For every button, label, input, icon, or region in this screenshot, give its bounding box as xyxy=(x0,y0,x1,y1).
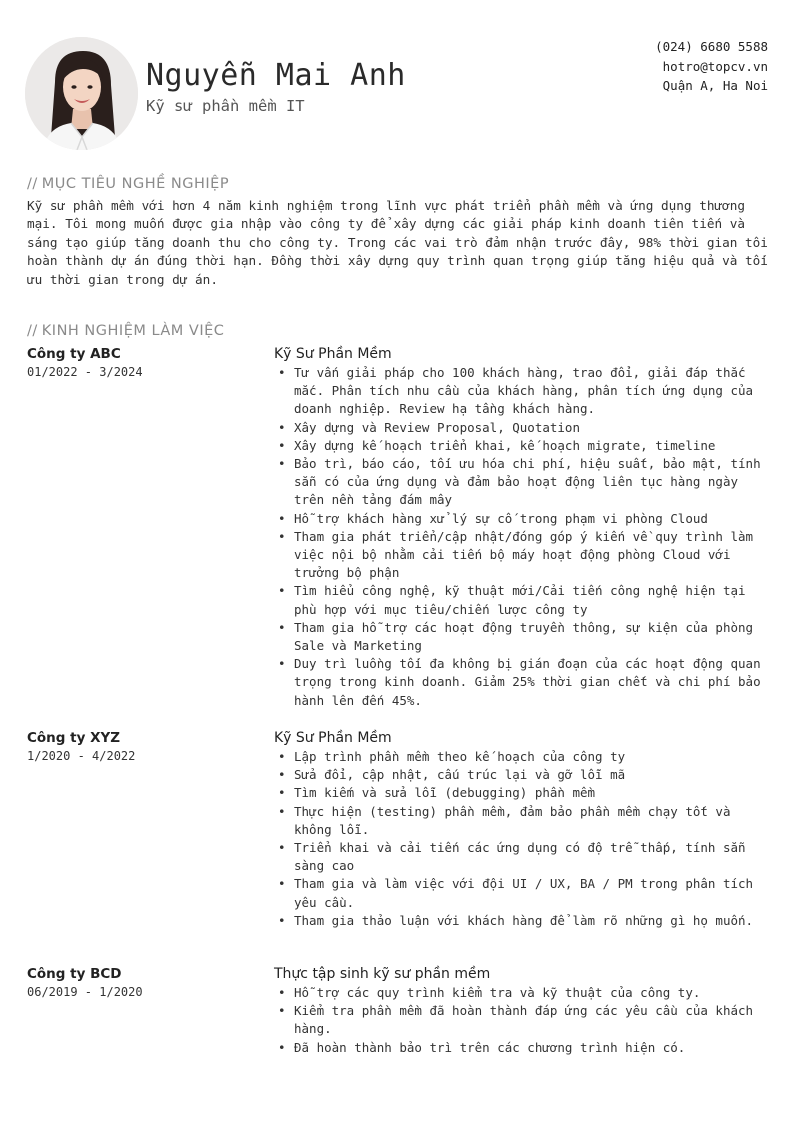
experience-heading xyxy=(27,323,224,339)
list-item: • Tư vấn giải pháp cho 100 khách hàng, trao đổi, giải đáp thắc mắc. Phân tích nhu cầu của khách hàng, phân tích ứng dụng của doanh nghiệp. Review hạ tầng khách hàng. xyxy=(274,364,769,419)
objective-heading xyxy=(27,176,229,192)
list-item: • Tham gia và làm việc với đội UI / UX, BA / PM trong phân tích yêu cầu. xyxy=(274,875,769,911)
list-item: • Tham gia phát triển/cập nhật/đóng góp ý kiến về quy trình làm việc nội bộ nhằm cải tiến bộ máy hoạt động phòng Cloud với trưởng bộ phận xyxy=(274,528,769,583)
contact-info xyxy=(655,37,768,96)
list-item: • Đã hoàn thành bảo trì trên các chương trình hiện có. xyxy=(274,1039,769,1057)
job-position: Thực tập sinh kỹ sư phần mềm xyxy=(274,966,491,982)
list-item: • Xây dựng kế hoạch triển khai, kế hoạch migrate, timeline xyxy=(274,437,769,455)
phone-number: (024) 6680 5588 xyxy=(655,39,768,54)
list-item: • Lập trình phần mềm theo kế hoạch của công ty xyxy=(274,748,769,766)
list-item: • Hỗ trợ các quy trình kiểm tra và kỹ thuật của công ty. xyxy=(274,984,769,1002)
company-name: Công ty ABC xyxy=(27,346,121,362)
list-item: • Tìm kiếm và sửa lỗi (debugging) phần mềm xyxy=(274,784,769,802)
candidate-role: Kỹ sư phần mềm IT xyxy=(146,97,305,115)
heading-slash: // xyxy=(27,323,38,339)
company-name: Công ty BCD xyxy=(27,966,122,982)
job-dates: 1/2020 - 4/2022 xyxy=(27,749,136,763)
experience-title: KINH NGHIỆM LÀM VIỆC xyxy=(41,323,225,339)
job-position: Kỹ Sư Phần Mềm xyxy=(274,730,392,746)
job-responsibilities xyxy=(274,984,769,1057)
list-item: • Bảo trì, báo cáo, tối ưu hóa chi phí, hiệu suất, bảo mật, tính sẵn có của ứng dụng và đảm bảo hoạt động liên tục hàng ngày trên nền tảng đám mây xyxy=(274,455,769,510)
job-dates: 01/2022 - 3/2024 xyxy=(27,365,143,379)
list-item: • Hỗ trợ khách hàng xử lý sự cố trong phạm vi phòng Cloud xyxy=(274,510,769,528)
heading-slash: // xyxy=(27,176,38,192)
objective-text: Kỹ sư phần mềm với hơn 4 năm kinh nghiệm trong lĩnh vực phát triển phần mềm và ứng dụng thương mại. Tôi mong muốn được gia nhập vào công ty để xây dựng các giải pháp kinh doanh tiên tiến và sáng tạo giúp tăng doanh thu cho công ty. Trong các vai trò đảm nhận trước đây, 98% thời gian tôi hoàn thành dự án đúng thời hạn. Đồng thời xây dựng quy trình quan trọng giúp tăng hiệu quả và tối ưu thời gian trong dự án. xyxy=(27,198,768,287)
job-dates: 06/2019 - 1/2020 xyxy=(27,985,143,999)
job-position: Kỹ Sư Phần Mềm xyxy=(274,346,392,362)
list-item: • Triển khai và cải tiến các ứng dụng có độ trễ thấp, tính sẵn sàng cao xyxy=(274,839,769,875)
list-item: • Sửa đổi, cập nhật, cấu trúc lại và gỡ lỗi mã xyxy=(274,766,769,784)
list-item: • Tìm hiểu công nghệ, kỹ thuật mới/Cải tiến công nghệ hiện tại phù hợp với mục tiêu/chiến lược công ty xyxy=(274,582,769,618)
list-item: • Kiểm tra phần mềm đã hoàn thành đáp ứng các yêu cầu của khách hàng. xyxy=(274,1002,769,1038)
list-item: • Tham gia hỗ trợ các hoạt động truyền thông, sự kiện của phòng Sale và Marketing xyxy=(274,619,769,655)
company-name: Công ty XYZ xyxy=(27,730,121,746)
candidate-name: Nguyễn Mai Anh xyxy=(146,58,406,93)
job-responsibilities xyxy=(274,364,769,710)
list-item: • Thực hiện (testing) phần mềm, đảm bảo phần mềm chạy tốt và không lỗi. xyxy=(274,803,769,839)
list-item: • Tham gia thảo luận với khách hàng để làm rõ những gì họ muốn. xyxy=(274,912,769,930)
objective-title: MỤC TIÊU NGHỀ NGHIỆP xyxy=(41,176,230,192)
list-item: • Xây dựng và Review Proposal, Quotation xyxy=(274,419,769,437)
profile-photo xyxy=(25,37,138,150)
job-responsibilities xyxy=(274,748,769,930)
list-item: • Duy trì luồng tối đa không bị gián đoạn của các hoạt động quan trọng trong kinh doanh. Giảm 25% thời gian chết và chi phí bảo hành lên đến 45%. xyxy=(274,655,769,710)
address: Quận A, Ha Noi xyxy=(662,78,768,93)
email-address: hotro@topcv.vn xyxy=(662,58,768,74)
